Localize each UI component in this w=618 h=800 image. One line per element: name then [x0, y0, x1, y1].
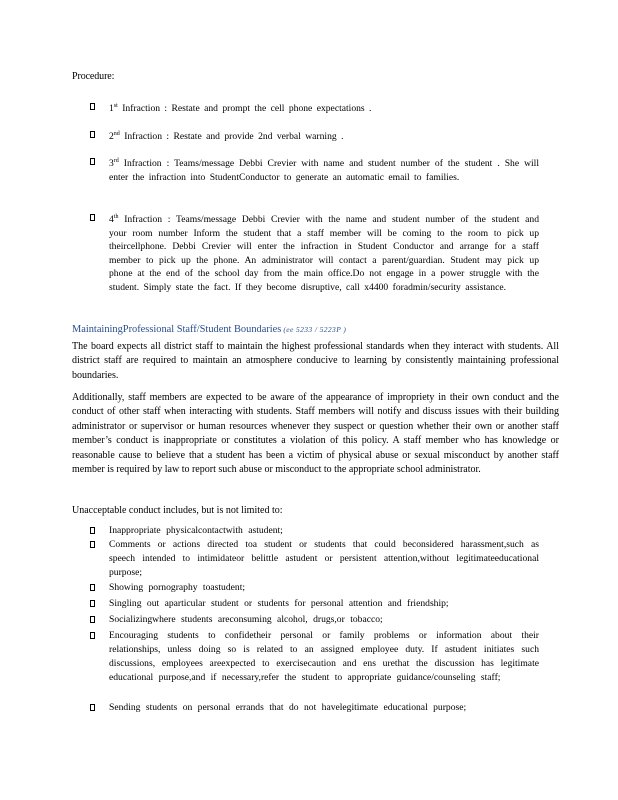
bullet-icon: [90, 632, 95, 639]
section-citation: (ee 5233 / 5223P ): [283, 325, 347, 334]
procedure-label: Procedure:: [72, 71, 115, 82]
procedure-item-text: 1st Infraction : Restate and prompt the cell phone expectations .: [109, 103, 372, 114]
section-heading-text: MaintainingProfessional Staff/Student Boundaries: [72, 324, 282, 335]
conduct-item-text: Singling out aparticular student or students for personal attention and friendship;: [109, 598, 449, 609]
bullet-icon: [90, 131, 95, 138]
bullet-icon: [90, 103, 95, 110]
bullet-icon: [90, 541, 95, 548]
bullet-icon: [90, 616, 95, 623]
procedure-item-text: 4th Infraction : Teams/message Debbi Crevier with the name and student number of the student and your room number Inform the student that a staff member will be coming to the room to pick up theircellphone. Debbi Crevier will enter the infraction in Student Conductor and arrange for a staff member to pick up the phone. An administrator will contact a parent/guardian. Student may pick up phone at the end of the school day from the main office.Do not engage in a power struggle with the student. Simply state the fact. If they become disruptive, call x4400 foradmin/security assistance.: [109, 214, 539, 293]
procedure-item-text: 3rd Infraction : Teams/message Debbi Crevier with name and student number of the student . She will enter the infraction into StudentConductor to generate an automatic email to families.: [109, 158, 539, 183]
procedure-item-text: 2nd Infraction : Restate and provide 2nd verbal warning .: [109, 131, 344, 142]
conduct-item-text: Inappropriate physicalcontactwith astudent;: [109, 525, 283, 536]
bullet-icon: [90, 214, 95, 221]
bullet-icon: [90, 600, 95, 607]
bullet-icon: [90, 527, 95, 534]
conduct-item-text: Showing pornography toastudent;: [109, 582, 246, 593]
bullet-icon: [90, 158, 95, 165]
conduct-item-text: Socializingwhere students areconsuming alcohol, drugs,or tobacco;: [109, 614, 383, 625]
conduct-item-text: Sending students on personal errands that do not havelegitimate educational purpose;: [109, 702, 467, 713]
paragraph: Additionally, staff members are expected to be aware of the appearance of impropriety in their own conduct and the conduct of other staff when interacting with students. Staff members will notify and discuss issues with their building administrator or supervisor or human resources whenever they suspect or question whether their own or another staff member’s conduct is inappropriate or constitutes a violation of this policy. A staff member who has knowledge or reasonable cause to believe that a student has been a victim of physical abuse or sexual misconduct by another staff member is required by law to report such abuse or misconduct to the appropriate school administrator.: [72, 392, 559, 476]
bullet-icon: [90, 704, 95, 711]
conduct-item-text: Comments or actions directed toa student or students that could beconsidered harassment,such as speech intended to intimidateor belittle astudent or persistent attention,without legitimateeducational purpose;: [109, 539, 539, 578]
bullet-icon: [90, 584, 95, 591]
paragraph: The board expects all district staff to maintain the highest professional standards when they interact with students. All district staff are required to maintain an atmosphere conducive to learning by consistently maintaining professional boundaries.: [72, 341, 559, 381]
section-heading: [72, 324, 346, 335]
conduct-item-text: Encouraging students to confidetheir personal or family problems or information about their relationships, unless doing so is related to an assigned employee duty. If astudent initiates such discussions, employees areexpected to exercisecaution and ens urethat the discussion has legitimate educational purpose,and if necessary,refer the student to appropriate guidance/counseling staff;: [109, 630, 539, 683]
conduct-intro: Unacceptable conduct includes, but is not limited to:: [72, 505, 283, 516]
